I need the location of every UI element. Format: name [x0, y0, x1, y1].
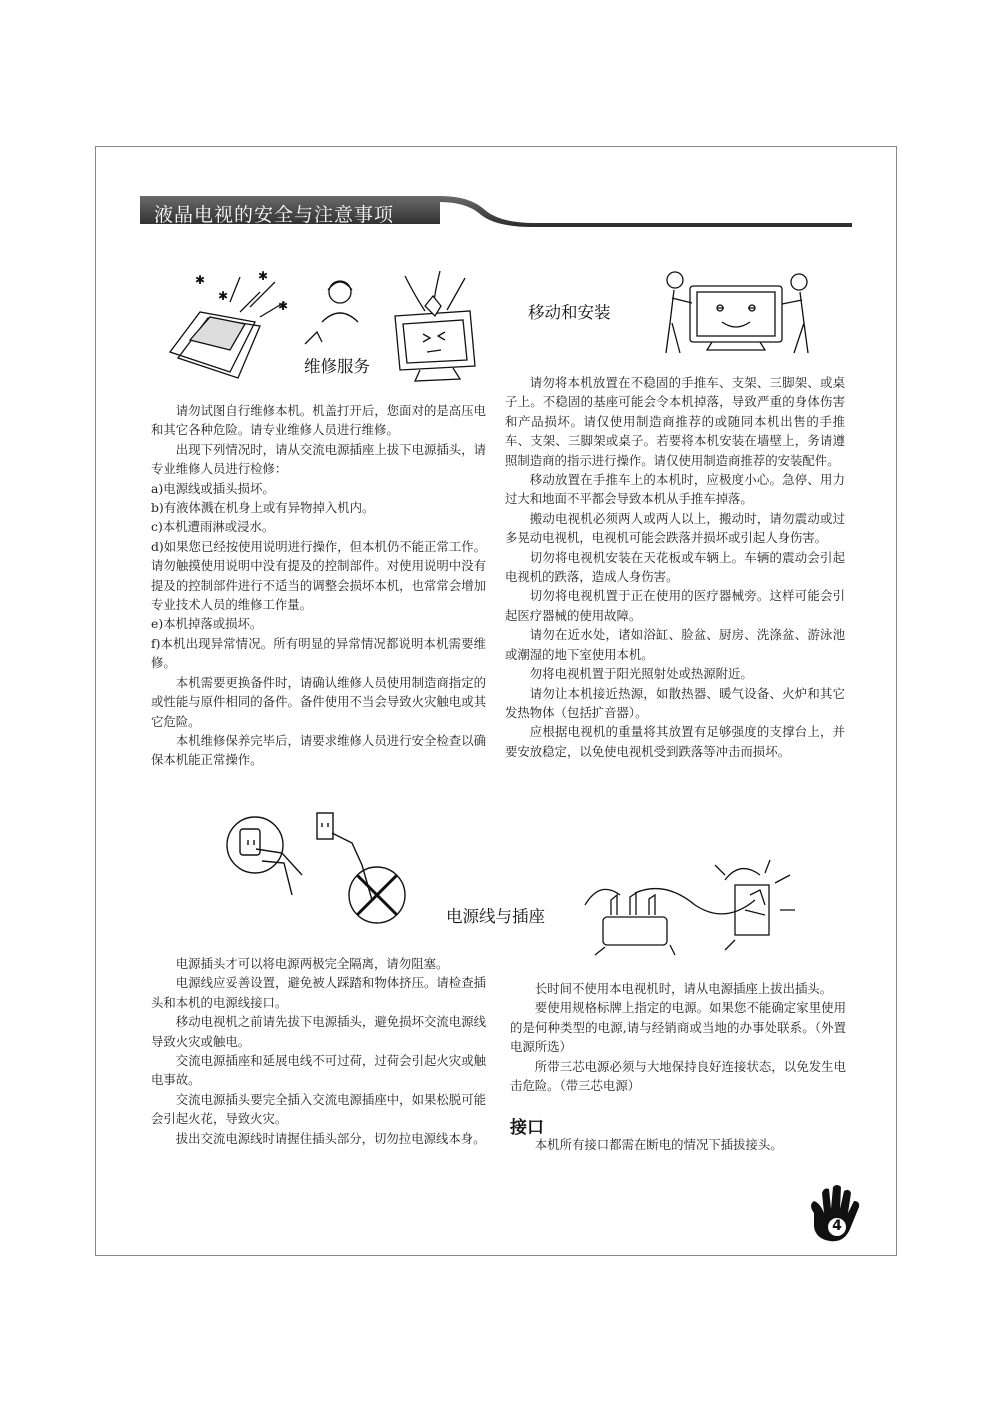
overloaded-outlet-illustration	[575, 855, 805, 965]
power-title: 电源线与插座	[446, 907, 545, 926]
install-title: 移动和安装	[528, 303, 611, 322]
repair-list-item: f)本机出现异常情况。所有明显的异常情况都说明本机需要维修。	[151, 635, 486, 671]
install-paragraph: 切勿将电视机置于正在使用的医疗器械旁。这样可能会引起医疗器械的使用故障。	[505, 588, 845, 623]
install-paragraph: 切勿将电视机安装在天花板或车辆上。车辆的震动会引起电视机的跌落，造成人身伤害。	[505, 549, 845, 585]
repair-paragraph: 本机需要更换备件时，请确认维修人员使用制造商指定的或性能与原件相同的备件。备件使用不当会导致火灾触电或其它危险。	[151, 674, 486, 729]
power-paragraph: 电源插头才可以将电源两极完全隔离，请勿阻塞。	[175, 956, 449, 971]
interface-paragraph: 本机所有接口都需在断电的情况下插拔接头。	[534, 1137, 783, 1152]
svg-text:✱: ✱	[258, 269, 269, 283]
install-paragraph: 请勿在近水处，诸如浴缸、脸盆、厨房、洗涤盆、游泳池或潮湿的地下室使用本机。	[505, 627, 845, 662]
interface-column	[510, 1135, 846, 1154]
page-number: 4	[827, 1217, 847, 1237]
repair-list-item: d)如果您已经按使用说明进行操作，但本机仍不能正常工作。请勿触摸使用说明中没有提及的控制部件。对使用说明中没有提及的控制部件进行不适当的调整会损坏本机，也常常会增加专业技术人员的维修工作量。	[151, 538, 486, 613]
repair-paragraph: 本机维修保养完毕后，请要求维修人员进行安全检查以确保本机能正常操作。	[151, 732, 486, 768]
power-paragraph: 移动电视机之前请先拔下电源插头，避免损坏交流电源线导致火灾或触电。	[151, 1014, 486, 1049]
power-paragraph: 要使用规格标牌上指定的电源。如果您不能确定家里使用的是何种类型的电源,请与经销商或当地的办事处联系。（外置电源所选）	[510, 1000, 846, 1055]
plug-warning-illustration	[222, 805, 412, 927]
repair-list-item: a)电源线或插头损坏。	[151, 480, 275, 496]
power-paragraph: 交流电源插头要完全插入交流电源插座中，如果松脱可能会引起火花，导致火灾。	[151, 1091, 486, 1127]
install-column	[505, 373, 845, 761]
page-title: 液晶电视的安全与注意事项	[154, 204, 395, 226]
repair-title: 维修服务	[304, 357, 370, 376]
install-paragraph: 应根据电视机的重量将其放置有足够强度的支撑台上，并要安放稳定，以免使电视机受到跌落等冲击而损坏。	[505, 724, 845, 759]
svg-text:✱: ✱	[195, 273, 206, 287]
install-paragraph: 请勿将本机放置在不稳固的手推车、支架、三脚架、或桌子上。不稳固的基座可能会令本机掉落，导致严重的身体伤害和产品损坏。请仅使用制造商推荐的或随同本机出售的手推车、支架、三脚架或桌子。若要将本机安装在墙壁上，务请遵照制造商的指示进行操作。请仅使用制造商推荐的安装配件。	[505, 375, 845, 468]
power-paragraph: 所带三芯电源必须与大地保持良好连接状态，以免发生电击危险。（带三芯电源）	[510, 1058, 846, 1094]
broken-tv-illustration	[385, 266, 483, 388]
install-paragraph: 移动放置在手推车上的本机时，应极度小心。急停、用力过大和地面不平都会导致本机从手推车掉落。	[505, 472, 845, 507]
repair-list-item: e)本机掉落或损坏。	[151, 616, 263, 632]
power-paragraph: 拔出交流电源线时请握住插头部分，切勿拉电源线本身。	[175, 1130, 486, 1146]
install-paragraph: 搬动电视机必须两人或两人以上，搬动时，请勿震动或过多晃动电视机，电视机可能会跌落并损坏或引起人身伤害。	[505, 510, 845, 546]
repair-paragraph: 出现下列情况时，请从交流电源插座上拔下电源插头，请专业维修人员进行检修：	[151, 441, 486, 477]
repair-list-item: b)有液体溅在机身上或有异物掉入机内。	[151, 500, 375, 516]
svg-text:✱: ✱	[278, 299, 289, 313]
repair-paragraph: 请勿试图自行维修本机。机盖打开后，您面对的是高压电和其它各种危险。请专业维修人员进行维修。	[151, 403, 486, 438]
power-paragraph: 长时间不使用本电视机时，请从电源插座上拔出插头。	[534, 981, 833, 996]
repair-list-item: c)本机遭雨淋或浸水。	[151, 519, 275, 535]
tv-carry-illustration	[662, 268, 812, 356]
svg-text:✱: ✱	[218, 289, 229, 303]
repair-column	[151, 401, 486, 770]
power-paragraph: 电源线应妥善设置，避免被人踩踏和物体挤压。请检查插头和本机的电源线接口。	[151, 975, 486, 1010]
power-left-column	[151, 954, 486, 1148]
power-right-column	[510, 979, 846, 1095]
interface-title: 接口	[510, 1118, 544, 1138]
install-paragraph: 勿将电视机置于阳光照射处或热源附近。	[529, 666, 753, 682]
power-paragraph: 交流电源插座和延展电线不可过荷，过荷会引起火灾或触电事故。	[151, 1053, 486, 1088]
install-paragraph: 请勿让本机接近热源，如散热器、暖气设备、火炉和其它发热物体（包括扩音器）。	[505, 685, 845, 720]
